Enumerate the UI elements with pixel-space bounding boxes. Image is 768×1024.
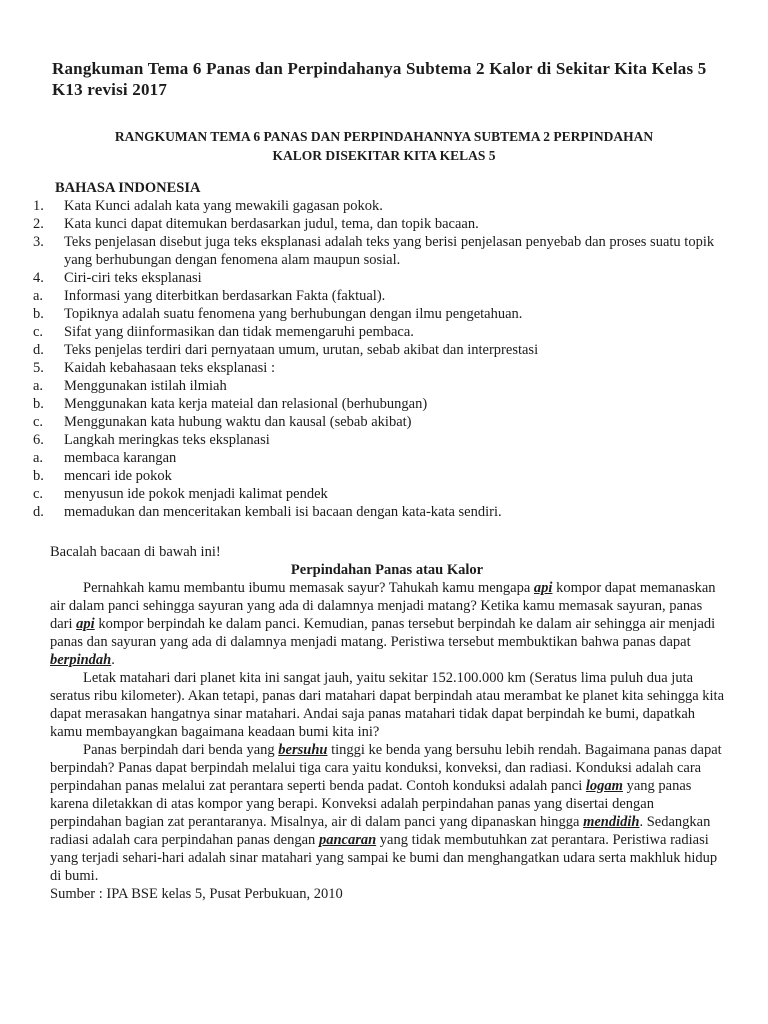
paragraph-text: Letak matahari dari planet kita ini sangat jauh, yaitu sekitar 152.100.000 km (Seratus lima puluh dua juta seratus ribu kilometer). Akan tetapi, panas dari matahari dapat berpindah atau merambat ke planet kita sehingga kita dapat merasakan hangatnya sinar matahari. Andai saja panas matahari tidak dapat berpindah ke bumi, dapatkah kamu membayangkan bagaimana keadaan bumi kita ini?: [50, 670, 725, 740]
list-item-marker: 3.: [33, 234, 44, 250]
emphasized-term: api: [533, 580, 553, 596]
emphasized-term: logam: [585, 778, 623, 794]
list-item: [33, 413, 728, 431]
list-item-text: Informasi yang diterbitkan berdasarkan Fakta (faktual).: [64, 288, 386, 304]
list-item-text: Topiknya adalah suatu fenomena yang berhubungan dengan ilmu pengetahuan.: [64, 306, 523, 322]
list-item: [33, 395, 728, 413]
reading-title: Perpindahan Panas atau Kalor: [290, 562, 484, 578]
story-paragraph: [50, 579, 724, 669]
paragraph-text: kompor dapat memanaskan air dalam panci sehingga sayuran yang ada di dalamnya menjadi matang? Ketika kamu memasak sayuran, panas dari: [50, 580, 716, 632]
list-item-text: Teks penjelasan disebut juga teks eksplanasi adalah teks yang berisi penjelasan penyebab dan proses suatu topik yang berhubungan dengan fenomena alam maupun sosial.: [64, 234, 715, 268]
list-item-text: Ciri-ciri teks eksplanasi: [64, 270, 202, 286]
emphasized-term: mendidih: [583, 814, 640, 830]
list-item-marker: 6.: [33, 432, 44, 448]
list-item: [33, 233, 728, 269]
paragraph-text: yang tidak membutuhkan zat perantara. Peristiwa radiasi yang terjadi sehari-hari adalah sinar matahari yang sampai ke bumi dan menghangatkan udara serta makhluk hidup di bumi.: [50, 832, 718, 884]
list-item: [33, 431, 728, 449]
list-item: [33, 323, 728, 341]
list-item-text: memadukan dan menceritakan kembali isi bacaan dengan kata-kata sendiri.: [64, 504, 502, 520]
story-paragraph: [50, 669, 724, 741]
list-item-marker: c.: [33, 414, 44, 430]
list-item: [33, 467, 728, 485]
list-item-text: mencari ide pokok: [64, 468, 172, 484]
list-item-text: Menggunakan kata kerja mateial dan relasional (berhubungan): [64, 396, 428, 412]
paragraph-text: Panas berpindah dari benda yang: [83, 742, 279, 758]
list-item-text: Kaidah kebahasaan teks eksplanasi :: [64, 360, 275, 376]
list-item-text: Kata kunci dapat ditemukan berdasarkan judul, tema, dan topik bacaan.: [64, 216, 479, 232]
list-item: [33, 503, 728, 521]
list-item-marker: 1.: [33, 198, 44, 214]
list-item-marker: 4.: [33, 270, 44, 286]
list-item-marker: 5.: [33, 360, 44, 376]
paragraph-text: . Sedangkan radiasi adalah cara perpindahan panas dengan: [50, 814, 711, 848]
list-item-marker: b.: [33, 306, 44, 322]
summary-list: [33, 197, 728, 521]
list-item-marker: 2.: [33, 216, 44, 232]
list-item-text: Menggunakan istilah ilmiah: [64, 378, 227, 394]
main-heading: [30, 127, 738, 165]
list-item-text: Langkah meringkas teks eksplanasi: [64, 432, 270, 448]
story-paragraph: [50, 741, 724, 885]
list-item-marker: d.: [33, 342, 44, 358]
list-item-text: Teks penjelas terdiri dari pernyataan umum, urutan, sebab akibat dan interprestasi: [64, 342, 539, 358]
section-heading: BAHASA INDONESIA: [55, 180, 201, 196]
list-item-marker: a.: [33, 378, 44, 394]
reading-section: [50, 543, 724, 903]
reading-intro: Bacalah bacaan di bawah ini!: [50, 544, 221, 560]
list-item: [33, 341, 728, 359]
list-item-text: menyusun ide pokok menjadi kalimat pendek: [64, 486, 328, 502]
main-heading-line2: KALOR DISEKITAR KITA KELAS 5: [272, 148, 496, 163]
paragraph-text: yang panas karena diletakkan di atas kompor yang berapi. Konveksi adalah perpindahan panas yang disertai dengan perpindahan bagian zat perantaranya. Misalnya, air di dalam panci yang dipanaskan hingga: [50, 778, 692, 830]
doc-title: Rangkuman Tema 6 Panas dan Perpindahanya Subtema 2 Kalor di Sekitar Kita Kelas 5 K13 revisi 2017: [52, 59, 707, 99]
list-item-marker: b.: [33, 468, 44, 484]
list-item-marker: a.: [33, 450, 44, 466]
list-item-text: membaca karangan: [64, 450, 177, 466]
story-paragraphs: [50, 579, 724, 885]
list-item: [33, 287, 728, 305]
source-line: Sumber : IPA BSE kelas 5, Pusat Perbukuan, 2010: [50, 886, 343, 902]
paragraph-text: tinggi ke benda yang bersuhu lebih rendah. Bagaimana panas dapat berpindah? Panas dapat berpindah melalui tiga cara yaitu konduksi, konveksi, dan radiasi. Konduksi adalah cara perpindahan panas melalui zat perantara seperti benda padat. Contoh konduksi adalah panci: [50, 742, 722, 794]
emphasized-term: pancaran: [318, 832, 377, 848]
list-item-marker: c.: [33, 486, 44, 502]
list-item-text: Kata Kunci adalah kata yang mewakili gagasan pokok.: [64, 198, 383, 214]
paragraph-text: .: [111, 652, 115, 668]
list-item-marker: c.: [33, 324, 44, 340]
list-item: [33, 215, 728, 233]
list-item: [33, 485, 728, 503]
list-item-marker: d.: [33, 504, 44, 520]
list-item: [33, 377, 728, 395]
list-item-marker: b.: [33, 396, 44, 412]
paragraph-text: Pernahkah kamu membantu ibumu memasak sayur? Tahukah kamu mengapa: [83, 580, 534, 596]
list-item-marker: a.: [33, 288, 44, 304]
main-heading-line1: RANGKUMAN TEMA 6 PANAS DAN PERPINDAHANNYA SUBTEMA 2 PERPINDAHAN: [114, 129, 654, 144]
list-item-text: Menggunakan kata hubung waktu dan kausal (sebab akibat): [64, 414, 412, 430]
list-item: [33, 305, 728, 323]
list-item: [33, 359, 728, 377]
emphasized-term: api: [76, 616, 95, 632]
paragraph-text: kompor berpindah ke dalam panci. Kemudian, panas tersebut berpindah ke dalam air sehingga air menjadi panas dan sayuran yang ada di dalamnya menjadi matang. Peristiwa tersebut membuktikan bahwa panas dapat: [50, 616, 716, 650]
list-item: [33, 269, 728, 287]
list-item-text: Sifat yang diinformasikan dan tidak memengaruhi pembaca.: [64, 324, 414, 340]
emphasized-term: bersuhu: [278, 742, 328, 758]
list-item: [33, 449, 728, 467]
list-item: [33, 197, 728, 215]
emphasized-term: berpindah: [50, 652, 112, 668]
